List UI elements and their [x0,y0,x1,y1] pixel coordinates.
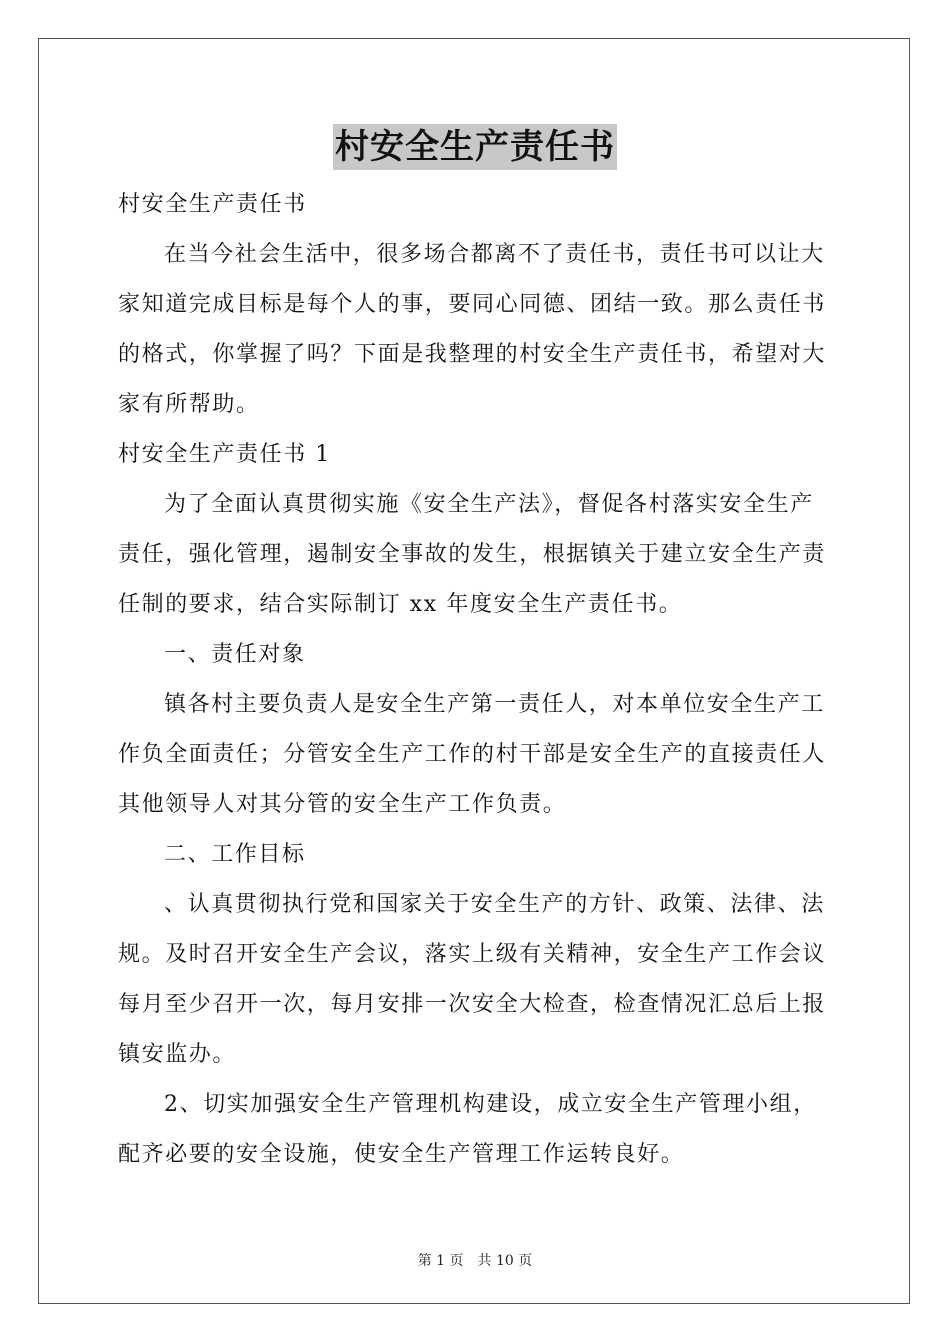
section-heading: 一、责任对象 [164,642,306,667]
paragraph-line: 镇安监办。 [118,1042,237,1067]
paragraph-line: 镇各村主要负责人是安全生产第一责任人，对本单位安全生产工 [164,692,825,717]
title-container [0,124,950,170]
paragraph-line: 在当今社会生活中，很多场合都离不了责任书，责任书可以让大 [164,242,825,267]
document-title: 村安全生产责任书 [333,124,617,170]
paragraph-line: 的格式，你掌握了吗？下面是我整理的村安全生产责任书，希望对大 [118,342,827,367]
subtitle-line: 村安全生产责任书 [118,192,307,217]
paragraph-line: 任制的要求，结合实际制订 xx 年度安全生产责任书。 [118,592,683,617]
paragraph-line: 作负全面责任；分管安全生产工作的村干部是安全生产的直接责任人 [118,742,827,767]
section-heading: 村安全生产责任书 1 [118,442,331,467]
paragraph-line: 、认真贯彻执行党和国家关于安全生产的方针、政策、法律、法 [164,892,825,917]
paragraph-line: 配齐必要的安全设施，使安全生产管理工作运转良好。 [118,1142,685,1167]
paragraph-line: 规。及时召开安全生产会议，落实上级有关精神，安全生产工作会议 [118,942,827,967]
paragraph-line: 责任，强化管理，遏制安全事故的发生，根据镇关于建立安全生产责 [118,542,827,567]
paragraph-line: 每月至少召开一次，每月安排一次安全大检查，检查情况汇总后上报 [118,992,827,1017]
document-body [118,180,834,1180]
paragraph-line: 家知道完成目标是每个人的事，要同心同德、团结一致。那么责任书 [118,292,827,317]
page-footer: 第 1 页 共 10 页 [417,1253,533,1269]
paragraph-line: 家有所帮助。 [118,392,260,417]
section-heading: 二、工作目标 [164,842,306,867]
paragraph-line: 2、切实加强安全生产管理机构建设，成立安全生产管理小组， [164,1092,817,1117]
paragraph-line: 其他领导人对其分管的安全生产工作负责。 [118,792,567,817]
paragraph-line: 为了全面认真贯彻实施《安全生产法》，督促各村落实安全生产 [164,492,814,517]
